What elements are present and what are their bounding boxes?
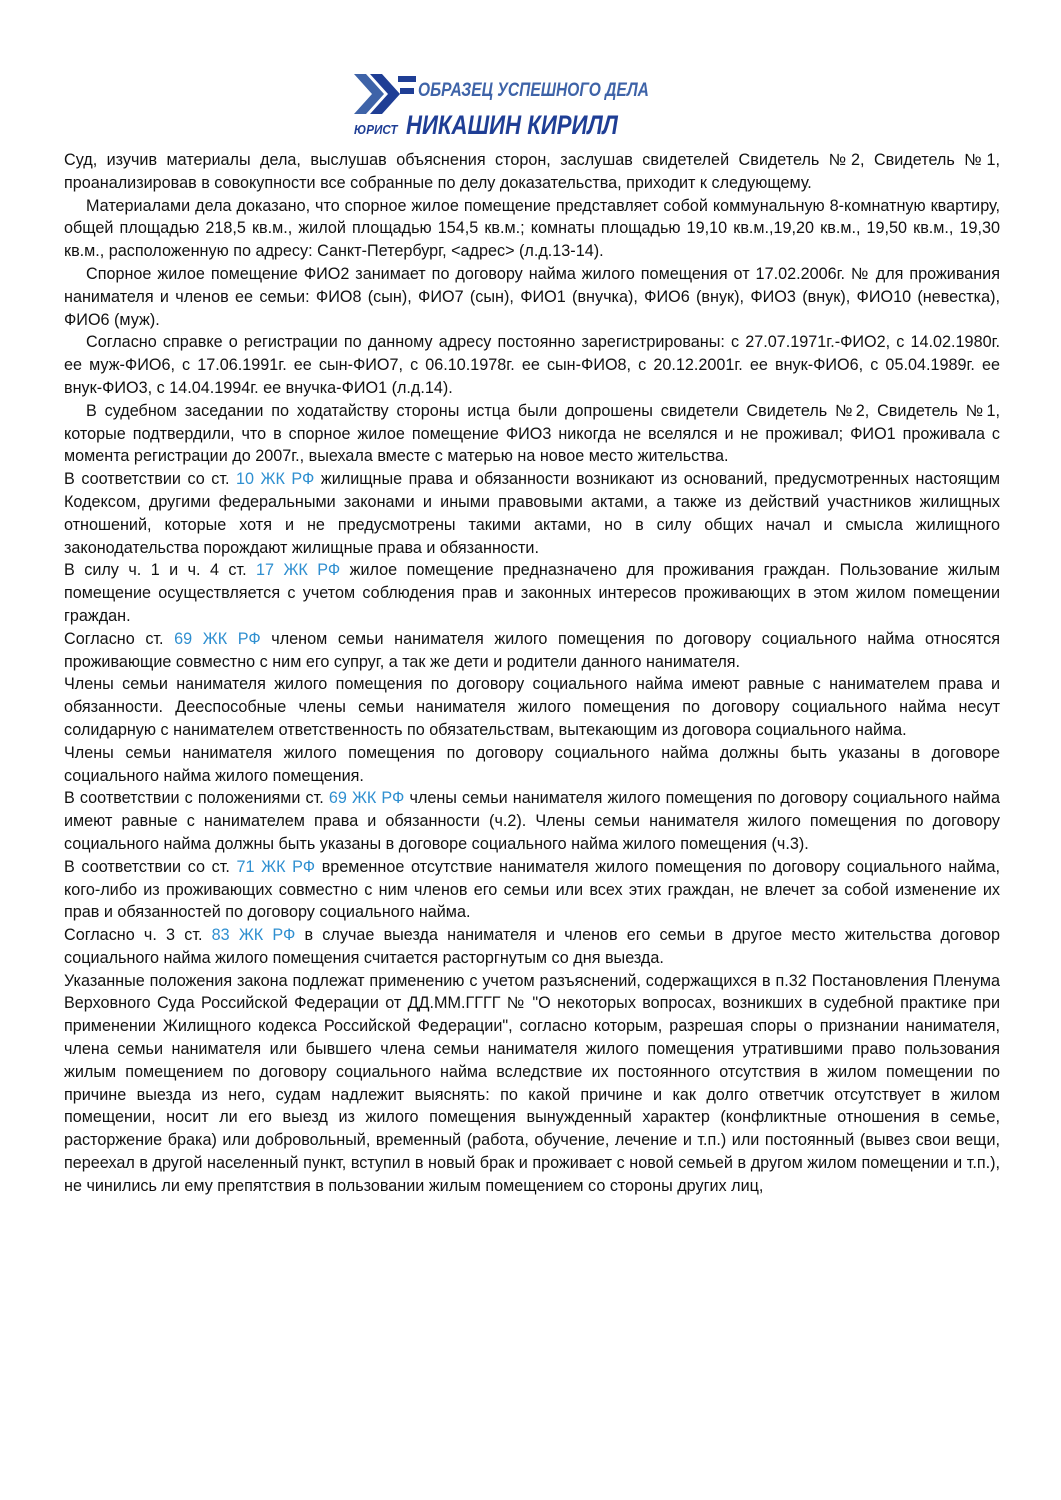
paragraph: Члены семьи нанимателя жилого помещения по договору социального найма имеют равные с нанимателем права и обязанности. Дееспособные члены семьи нанимателя жилого помещения по договору социального найма несут солидарную с нанимателем ответственность по обязательствам, вытекающим из договора социального найма. xyxy=(64,675,1000,739)
paragraph-text: В соответствии с положениями ст. xyxy=(64,789,329,808)
paragraph-text: В соответствии со ст. xyxy=(64,857,237,876)
paragraph xyxy=(64,468,1000,559)
paragraph-text: члены семьи нанимателя жилого помещения по договору социального найма имеют равные с нанимателем права и обязанности (ч.2). Члены семьи нанимателя жилого помещения по договору социального найма должны быть указаны в договоре социального найма жилого помещения (ч.3). xyxy=(64,789,1000,853)
law-link[interactable]: 83 ЖК РФ xyxy=(211,926,296,945)
document-body xyxy=(64,149,1000,1198)
paragraph: Спорное жилое помещение ФИО2 занимает по договору найма жилого помещения от 17.02.2006г. № для проживания нанимателя и членов ее семьи: ФИО8 (сын), ФИО7 (сын), ФИО1 (внучка), ФИО6 (внук), ФИО3 (внук), ФИО10 (невестка), ФИО6 (муж). xyxy=(64,264,1000,329)
paragraph xyxy=(64,628,1000,674)
logo-brand: ЮРИСТ xyxy=(354,122,398,137)
paragraph-text: жилое помещение предназначено для проживания граждан. Пользование жилым помещение осуществляется с учетом соблюдения прав и законных интересов проживающих в этом жилом помещении граждан. xyxy=(64,561,1000,625)
logo-title xyxy=(354,110,665,141)
paragraph-text: В силу ч. 1 и ч. 4 ст. xyxy=(64,561,257,580)
paragraph: Материалами дела доказано, что спорное жилое помещение представляет собой коммунальную 8-комнатную квартиру, общей площадью 218,5 кв.м., жилой площадью 154,5 кв.м.; комнаты площадью 19,10 кв.м.,19,20 кв.м., 19,50 кв.м., 19,30 кв.м., расположенную по адресу: Санкт-Петербург, <адрес> (л.д.13-14). xyxy=(64,196,1000,261)
paragraph xyxy=(64,924,1000,970)
paragraph-text: Согласно ст. xyxy=(64,629,175,648)
law-link[interactable]: 71 ЖК РФ xyxy=(236,857,316,876)
paragraph: Согласно справке о регистрации по данному адресу постоянно зарегистрированы: с 27.07.1971г.-ФИО2, с 14.02.1980г. ее муж-ФИО6, с 17.06.1991г. ее сын-ФИО7, с 06.10.1978г. ее сын-ФИО8, с 20.12.2001г. ее внук-ФИО6, с 05.04.1989г. ее внук-ФИО3, с 14.04.1994г. ее внучка-ФИО1 (л.д.14). xyxy=(64,333,1000,397)
paragraph-text: Согласно ч. 3 ст. xyxy=(64,926,212,945)
paragraph-text: В соответствии со ст. xyxy=(64,470,237,489)
paragraph xyxy=(64,787,1000,855)
logo-tagline: ОБРАЗЕЦ УСПЕШНОГО ДЕЛА xyxy=(418,80,649,101)
law-link[interactable]: 69 ЖК РФ xyxy=(174,629,261,648)
paragraph-text: в случае выезда нанимателя и членов его семьи в другое место жительства договор социального найма жилого помещения считается расторгнутым со дня выезда. xyxy=(64,926,1000,967)
paragraph: В судебном заседании по ходатайству стороны истца были допрошены свидетели Свидетель №2, Свидетель №1, которые подтвердили, что в спорное жилое помещение ФИО3 никогда не вселялся и не проживал; ФИО1 проживала с момента регистрации до 2007г., выехала вместе с матерью на новое место жительства. xyxy=(64,401,1000,466)
law-link[interactable]: 10 ЖК РФ xyxy=(236,470,315,489)
logo-name: НИКАШИН КИРИЛЛ xyxy=(406,110,619,140)
paragraph xyxy=(64,559,1000,627)
logo xyxy=(354,70,654,138)
paragraph: Члены семьи нанимателя жилого помещения по договору социального найма должны быть указаны в договоре социального найма жилого помещения. xyxy=(64,743,1000,785)
law-link[interactable]: 17 ЖК РФ xyxy=(256,561,341,580)
paragraph: Указанные положения закона подлежат применению с учетом разъяснений, содержащихся в п.32 Постановления Пленума Верховного Суда Российской Федерации от ДД.ММ.ГГГГ № "О некоторых вопросах, возникших в судебной практике при применении Жилищного кодекса Российской Федерации", согласно которым, разрешая споры о признании нанимателя, члена семьи нанимателя или бывшего члена семьи нанимателя жилого помещения утратившими право пользования жилым помещением по договору социального найма вследствие их постоянного отсутствия в жилом помещении по причине выезда из него, судам надлежит выяснять: по какой причине и как долго ответчик отсутствует в жилом помещении, носит ли его выезд из жилого помещения вынужденный характер (конфликтные отношения в семье, расторжение брака) или добровольный, временный (работа, обучение, лечение и т.п.) или постоянный (вывез свои вещи, переехал в другой населенный пункт, вступил в новый брак и проживает с новой семьей в другом жилом помещении и т.п.), не чинились ли ему препятствия в пользовании жилым помещением со стороны других лиц, xyxy=(64,971,1000,1195)
paragraph: Суд, изучив материалы дела, выслушав объяснения сторон, заслушав свидетелей Свидетель №2, Свидетель №1, проанализировав в совокупности все собранные по делу доказательства, приходит к следующему. xyxy=(64,151,1000,192)
paragraph-text: членом семьи нанимателя жилого помещения по договору социального найма относятся проживающие совместно с ним его супруг, а так же дети и родители данного нанимателя. xyxy=(64,629,1000,671)
paragraph-text: жилищные права и обязанности возникают из оснований, предусмотренных настоящим Кодексом, другими федеральными законами и иными правовыми актами, а также из действий участников жилищных отношений, которые хотя и не предусмотрены такими актами, но в силу общих начал и смысла жилищного законодательства порождают жилищные права и обязанности. xyxy=(64,470,1000,557)
paragraph-text: временное отсутствие нанимателя жилого помещения по договору социального найма, кого-либо из проживающих совместно с ним членов его семьи или всех этих граждан, не влечет за собой изменение их прав и обязанностей по договору социального найма. xyxy=(64,857,1000,922)
law-link[interactable]: 69 ЖК РФ xyxy=(328,789,405,808)
paragraph xyxy=(64,856,1000,924)
